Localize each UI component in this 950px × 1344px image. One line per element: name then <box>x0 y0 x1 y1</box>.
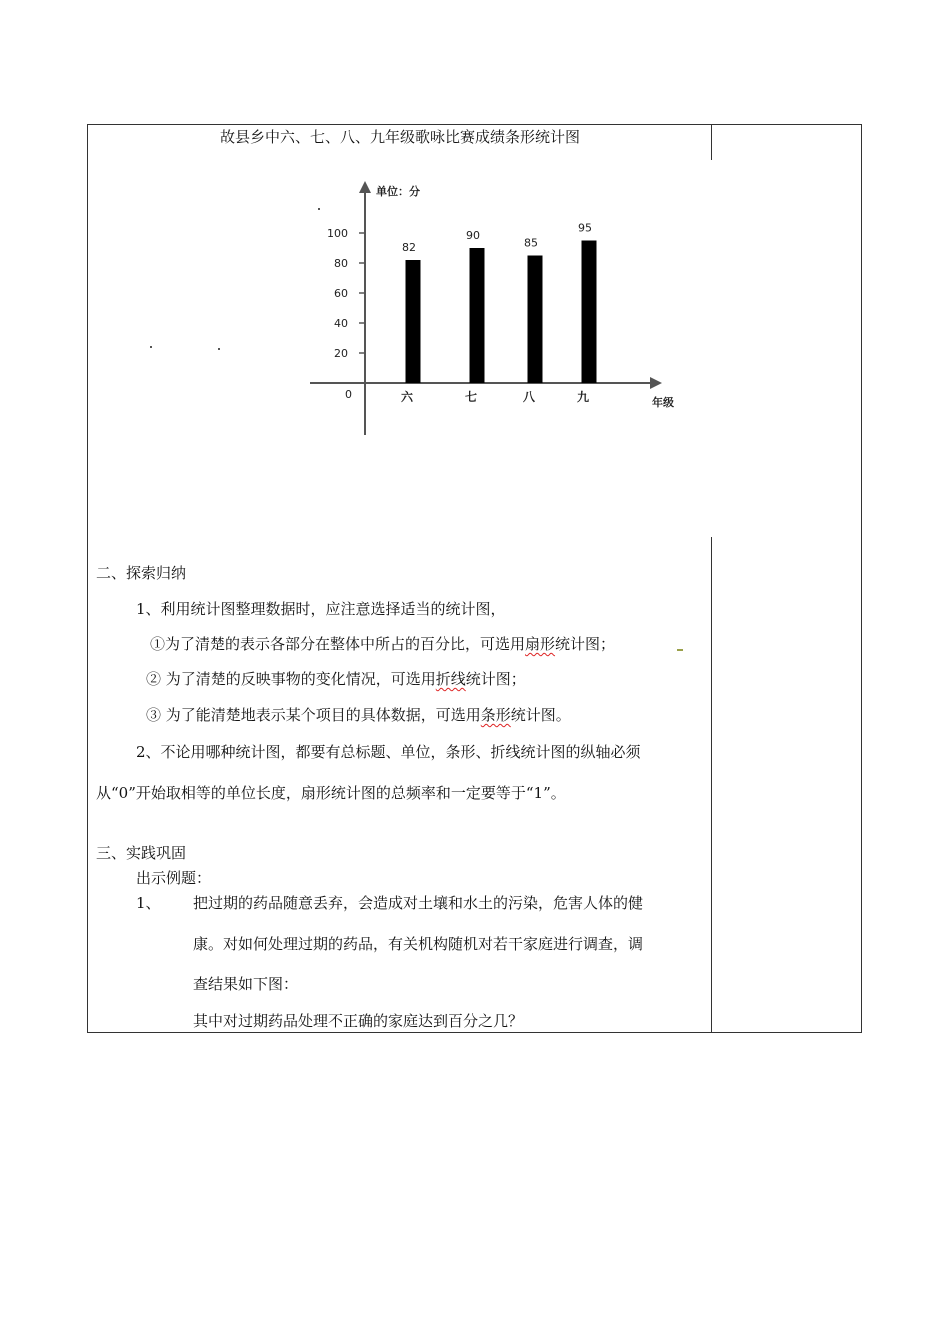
keyword-line: 折线 <box>435 670 466 688</box>
edit-mark <box>677 649 683 651</box>
section3-heading: 三、实践巩固 <box>96 844 187 862</box>
section2-paragraph-1: 1、利用统计图整理数据时，应注意选择适当的统计图， <box>136 600 506 618</box>
bar-value-label: 95 <box>578 221 592 235</box>
example-question: 其中对过期药品处理不正确的家庭达到百分之几？ <box>193 1012 524 1030</box>
y-tick-label: 100 <box>327 227 348 240</box>
section2-item-3: ③ 为了能清楚地表示某个项目的具体数据，可选用条形统计图。 <box>146 706 571 724</box>
x-tick-label: 七 <box>464 390 478 404</box>
section2-item-2: ② 为了清楚的反映事物的变化情况，可选用折线统计图； <box>146 670 526 688</box>
bar <box>406 260 421 383</box>
x-tick-label: 八 <box>522 390 536 404</box>
bar <box>528 256 543 384</box>
x-axis-arrow <box>650 377 662 389</box>
stray-dot <box>150 346 152 348</box>
example-line-3: 查结果如下图： <box>193 975 299 993</box>
chart-title: 故县乡中六、七、八、九年级歌咏比赛成绩条形统计图 <box>220 128 581 146</box>
example-number: 1、 <box>136 894 161 912</box>
bar-value-label: 82 <box>402 241 416 254</box>
x-tick-label: 六 <box>400 390 414 404</box>
example-line-1: 把过期的药品随意丢弃，会造成对土壤和水土的污染，危害人体的健 <box>193 894 644 912</box>
section2-item-1: ①为了清楚的表示各部分在整体中所占的百分比，可选用扇形统计图； <box>150 635 616 653</box>
y-tick-label: 60 <box>334 287 348 300</box>
y-tick-label: 0 <box>345 388 352 401</box>
y-unit-label: 单位：分 <box>376 185 420 198</box>
y-tick-label: 40 <box>334 317 348 330</box>
stray-dot <box>318 208 320 210</box>
section2-heading: 二、探索归纳 <box>96 564 187 582</box>
bar <box>470 248 485 383</box>
bar <box>582 241 597 384</box>
y-tick-label: 80 <box>334 257 348 270</box>
keyword-bar: 条形 <box>480 706 511 724</box>
y-axis-arrow <box>359 181 371 193</box>
keyword-pie: 扇形 <box>525 635 556 653</box>
stray-dot <box>218 348 220 350</box>
x-tick-label: 九 <box>576 390 590 404</box>
y-tick-label: 20 <box>334 347 348 360</box>
section2-paragraph-2-line-2: 从“0”开始取相等的单位长度，扇形统计图的总频率和一定要等于“1”。 <box>96 784 566 802</box>
section2-paragraph-2-line-1: 2、不论用哪种统计图，都要有总标题、单位，条形、折线统计图的纵轴必须 <box>136 743 641 761</box>
section3-intro: 出示例题： <box>136 869 212 887</box>
example-line-2: 康。对如何处理过期的药品，有关机构随机对若干家庭进行调查，调 <box>193 935 644 953</box>
bar-value-label: 90 <box>466 229 480 242</box>
bar-value-label: 85 <box>524 236 538 250</box>
x-axis-label: 年级 <box>652 396 674 409</box>
